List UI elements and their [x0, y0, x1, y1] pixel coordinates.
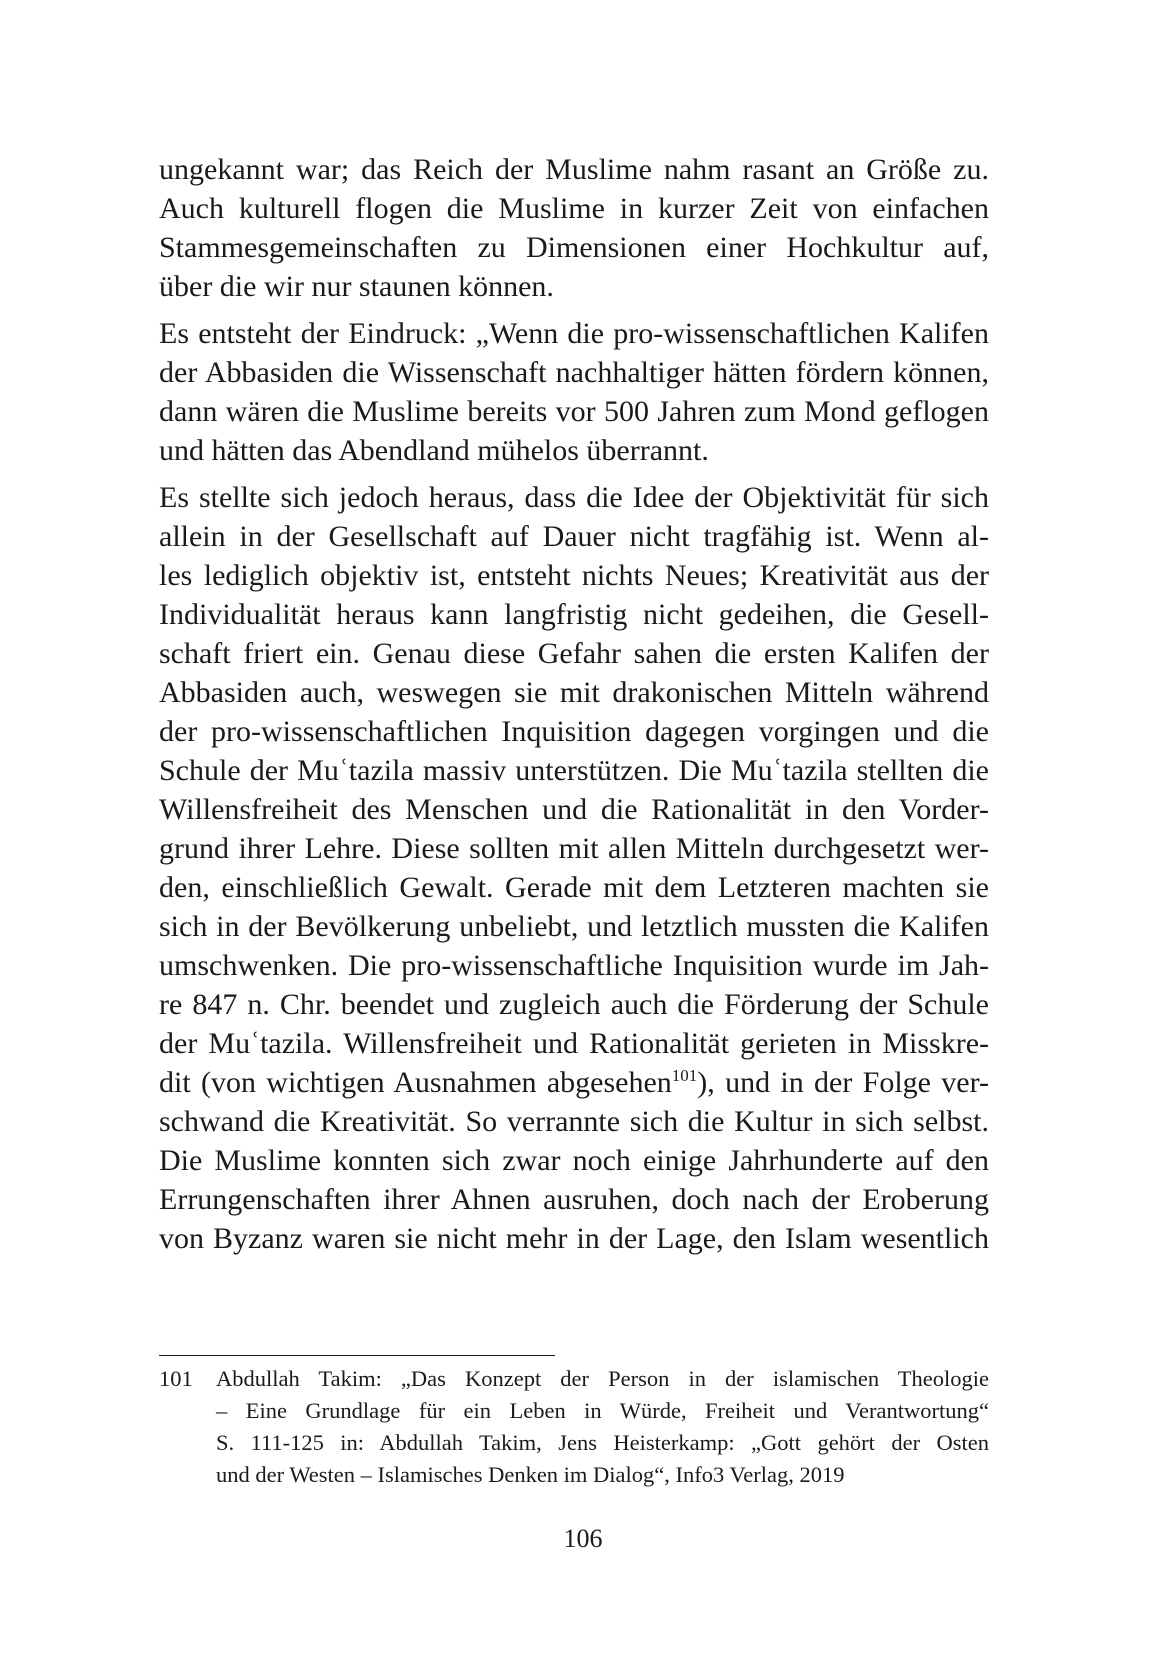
- paragraph-2: [159, 314, 989, 470]
- text-line: Abbasiden auch, weswegen sie mit drakonischen Mitteln während: [159, 676, 989, 709]
- text-line: über die wir nur staunen können.: [159, 270, 554, 303]
- text-line: sich in der Bevölkerung unbeliebt, und letztlich mussten die Kalifen: [159, 910, 989, 943]
- text-line: allein in der Gesellschaft auf Dauer nicht tragfähig ist. Wenn al-: [159, 520, 989, 553]
- text-line: Es entsteht der Eindruck: „Wenn die pro-wissenschaftlichen Kalifen: [159, 317, 989, 350]
- text-line: Auch kulturell flogen die Muslime in kurzer Zeit von einfachen: [159, 192, 989, 225]
- text-line: Stammesgemeinschaften zu Dimensionen einer Hochkultur auf,: [159, 231, 989, 264]
- text-line: der Abbasiden die Wissenschaft nachhaltiger hätten fördern können,: [159, 356, 989, 389]
- text-line: schaft friert ein. Genau diese Gefahr sahen die ersten Kalifen der: [159, 637, 989, 670]
- text-line: der Muʿtazila. Willensfreiheit und Rationalität gerieten in Misskre-: [159, 1027, 989, 1060]
- footnote-line: Abdullah Takim: „Das Konzept der Person in der islamischen Theologie: [216, 1366, 989, 1391]
- text-line: dann wären die Muslime bereits vor 500 Jahren zum Mond geflogen: [159, 395, 989, 428]
- footnote-line: – Eine Grundlage für ein Leben in Würde, Freiheit und Verantwortung“: [216, 1398, 989, 1423]
- text-line: Die Muslime konnten sich zwar noch einige Jahrhunderte auf den: [159, 1144, 989, 1177]
- page-number: 106: [563, 1524, 603, 1553]
- text-line: schwand die Kreativität. So verrannte sich die Kultur in sich selbst.: [159, 1105, 989, 1138]
- text-segment: ), und in der Folge ver-: [697, 1066, 989, 1099]
- footnote-text: [216, 1363, 989, 1491]
- footnote-line: und der Westen – Islamisches Denken im Dialog“, Info3 Verlag, 2019: [216, 1462, 845, 1487]
- text-line: und hätten das Abendland mühelos überrannt.: [159, 434, 709, 467]
- text-line: Individualität heraus kann langfristig nicht gedeihen, die Gesell-: [159, 598, 989, 631]
- text-line: der pro-wissenschaftlichen Inquisition dagegen vorgingen und die: [159, 715, 989, 748]
- text-line: grund ihrer Lehre. Diese sollten mit allen Mitteln durchgesetzt wer-: [159, 832, 989, 865]
- body-text: [159, 150, 989, 1266]
- text-line: Willensfreiheit des Menschen und die Rationalität in den Vorder-: [159, 793, 989, 826]
- text-line: ungekannt war; das Reich der Muslime nahm rasant an Größe zu.: [159, 153, 989, 186]
- paragraph-1: [159, 150, 989, 306]
- text-line: von Byzanz waren sie nicht mehr in der Lage, den Islam wesentlich: [159, 1222, 989, 1255]
- text-line-with-footnote-ref: [159, 1063, 989, 1102]
- footnote-number: 101: [159, 1366, 193, 1391]
- footnote-reference[interactable]: 101: [671, 1066, 698, 1085]
- text-line: umschwenken. Die pro-wissenschaftliche Inquisition wurde im Jah-: [159, 949, 989, 982]
- text-line: les lediglich objektiv ist, entsteht nichts Neues; Kreativität aus der: [159, 559, 989, 592]
- footnote-separator: [159, 1355, 555, 1356]
- text-segment: dit (von wichtigen Ausnahmen abgesehen: [159, 1066, 672, 1099]
- text-line: den, einschließlich Gewalt. Gerade mit dem Letzteren machten sie: [159, 871, 989, 904]
- text-line: Errungenschaften ihrer Ahnen ausruhen, doch nach der Eroberung: [159, 1183, 989, 1216]
- text-line: re 847 n. Chr. beendet und zugleich auch die Förderung der Schule: [159, 988, 989, 1021]
- footnote-line: S. 111-125 in: Abdullah Takim, Jens Heisterkamp: „Gott gehört der Osten: [216, 1430, 989, 1455]
- paragraph-3: [159, 478, 989, 1258]
- text-line: Schule der Muʿtazila massiv unterstützen. Die Muʿtazila stellten die: [159, 754, 989, 787]
- text-line: Es stellte sich jedoch heraus, dass die Idee der Objektivität für sich: [159, 481, 989, 514]
